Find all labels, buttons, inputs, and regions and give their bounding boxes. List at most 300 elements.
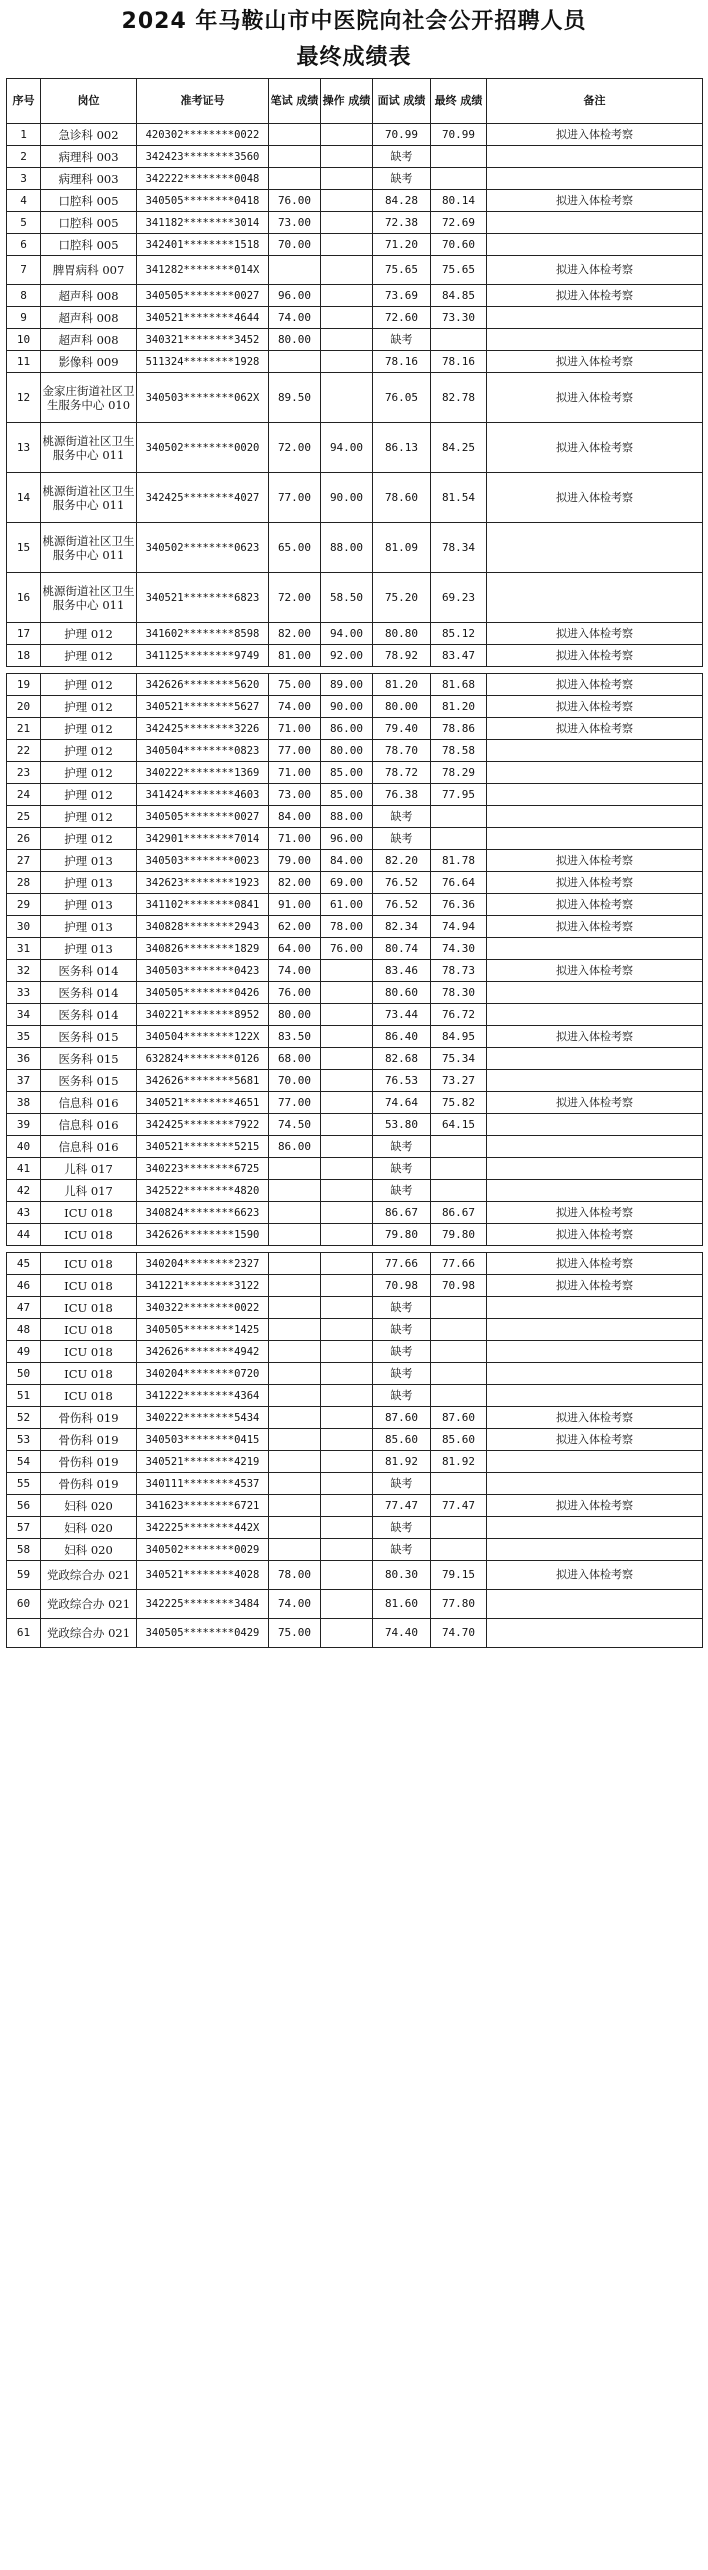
cell-interview-score: 缺考 xyxy=(373,1517,431,1539)
cell-interview-score: 缺考 xyxy=(373,806,431,828)
cell-note: 拟进入体检考察 xyxy=(487,850,703,872)
cell-no: 58 xyxy=(7,1539,41,1561)
cell-post: 护理 013 xyxy=(41,916,137,938)
cell-final-score xyxy=(431,1136,487,1158)
cell-operation-score: 69.00 xyxy=(321,872,373,894)
cell-written-score: 62.00 xyxy=(269,916,321,938)
cell-final-score: 84.85 xyxy=(431,285,487,307)
cell-operation-score xyxy=(321,1004,373,1026)
cell-note xyxy=(487,1451,703,1473)
cell-post: 护理 012 xyxy=(41,784,137,806)
table-row xyxy=(7,762,703,784)
page-break-gap xyxy=(7,1246,703,1253)
cell-note: 拟进入体检考察 xyxy=(487,1407,703,1429)
cell-interview-score: 80.30 xyxy=(373,1561,431,1590)
cell-operation-score xyxy=(321,373,373,423)
cell-written-score xyxy=(269,1297,321,1319)
cell-ticket-id: 420302********0022 xyxy=(137,124,269,146)
cell-ticket-id: 340503********0023 xyxy=(137,850,269,872)
cell-final-score: 77.95 xyxy=(431,784,487,806)
cell-operation-score xyxy=(321,1319,373,1341)
table-row xyxy=(7,696,703,718)
cell-ticket-id: 340222********5434 xyxy=(137,1407,269,1429)
cell-interview-score: 70.98 xyxy=(373,1275,431,1297)
cell-operation-score xyxy=(321,960,373,982)
cell-operation-score: 89.00 xyxy=(321,674,373,696)
cell-final-score: 70.60 xyxy=(431,234,487,256)
table-row xyxy=(7,1004,703,1026)
cell-final-score: 73.30 xyxy=(431,307,487,329)
cell-operation-score xyxy=(321,1385,373,1407)
cell-written-score: 89.50 xyxy=(269,373,321,423)
cell-operation-score xyxy=(321,256,373,285)
cell-no: 47 xyxy=(7,1297,41,1319)
cell-ticket-id: 340505********0027 xyxy=(137,806,269,828)
cell-final-score: 70.98 xyxy=(431,1275,487,1297)
table-row xyxy=(7,960,703,982)
cell-note: 拟进入体检考察 xyxy=(487,1253,703,1275)
cell-interview-score: 74.40 xyxy=(373,1619,431,1648)
cell-no: 55 xyxy=(7,1473,41,1495)
table-row xyxy=(7,938,703,960)
cell-written-score xyxy=(269,1363,321,1385)
cell-operation-score: 88.00 xyxy=(321,806,373,828)
cell-final-score: 70.99 xyxy=(431,124,487,146)
cell-note xyxy=(487,806,703,828)
cell-ticket-id: 340504********122X xyxy=(137,1026,269,1048)
table-row xyxy=(7,1319,703,1341)
cell-written-score xyxy=(269,1539,321,1561)
cell-post: 口腔科 005 xyxy=(41,234,137,256)
cell-interview-score: 缺考 xyxy=(373,1319,431,1341)
table-row xyxy=(7,1517,703,1539)
cell-note: 拟进入体检考察 xyxy=(487,351,703,373)
cell-interview-score: 75.65 xyxy=(373,256,431,285)
table-row xyxy=(7,168,703,190)
cell-interview-score: 缺考 xyxy=(373,168,431,190)
cell-written-score xyxy=(269,1385,321,1407)
cell-written-score xyxy=(269,124,321,146)
cell-note: 拟进入体检考察 xyxy=(487,674,703,696)
header-ticket-id: 准考证号 xyxy=(137,79,269,124)
cell-ticket-id: 342626********4942 xyxy=(137,1341,269,1363)
cell-operation-score xyxy=(321,1275,373,1297)
cell-final-score xyxy=(431,1385,487,1407)
cell-operation-score: 96.00 xyxy=(321,828,373,850)
table-row xyxy=(7,894,703,916)
cell-interview-score: 70.99 xyxy=(373,124,431,146)
cell-written-score: 78.00 xyxy=(269,1561,321,1590)
cell-interview-score: 缺考 xyxy=(373,1158,431,1180)
cell-final-score xyxy=(431,1158,487,1180)
cell-interview-score: 83.46 xyxy=(373,960,431,982)
cell-post: 骨伤科 019 xyxy=(41,1451,137,1473)
cell-operation-score xyxy=(321,1224,373,1246)
cell-final-score: 78.29 xyxy=(431,762,487,784)
cell-note xyxy=(487,1385,703,1407)
table-row xyxy=(7,1451,703,1473)
cell-final-score: 81.20 xyxy=(431,696,487,718)
cell-ticket-id: 341282********014X xyxy=(137,256,269,285)
cell-operation-score xyxy=(321,1158,373,1180)
cell-interview-score: 73.44 xyxy=(373,1004,431,1026)
cell-post: ICU 018 xyxy=(41,1385,137,1407)
cell-note: 拟进入体检考察 xyxy=(487,916,703,938)
cell-final-score: 84.25 xyxy=(431,423,487,473)
cell-final-score: 79.80 xyxy=(431,1224,487,1246)
cell-post: 护理 013 xyxy=(41,850,137,872)
cell-interview-score: 缺考 xyxy=(373,1539,431,1561)
cell-written-score xyxy=(269,1275,321,1297)
cell-interview-score: 缺考 xyxy=(373,1473,431,1495)
cell-post: 医务科 015 xyxy=(41,1070,137,1092)
cell-post: 党政综合办 021 xyxy=(41,1590,137,1619)
cell-note xyxy=(487,1619,703,1648)
cell-interview-score: 53.80 xyxy=(373,1114,431,1136)
cell-operation-score xyxy=(321,1136,373,1158)
cell-no: 48 xyxy=(7,1319,41,1341)
cell-note xyxy=(487,1004,703,1026)
cell-interview-score: 81.20 xyxy=(373,674,431,696)
header-post: 岗位 xyxy=(41,79,137,124)
cell-interview-score: 79.40 xyxy=(373,718,431,740)
cell-written-score: 72.00 xyxy=(269,423,321,473)
cell-operation-score xyxy=(321,1561,373,1590)
cell-note xyxy=(487,1590,703,1619)
cell-operation-score: 76.00 xyxy=(321,938,373,960)
cell-written-score: 83.50 xyxy=(269,1026,321,1048)
cell-note xyxy=(487,1048,703,1070)
cell-post: 护理 012 xyxy=(41,828,137,850)
cell-no: 52 xyxy=(7,1407,41,1429)
cell-note: 拟进入体检考察 xyxy=(487,623,703,645)
table-row xyxy=(7,1407,703,1429)
cell-no: 54 xyxy=(7,1451,41,1473)
cell-final-score: 77.66 xyxy=(431,1253,487,1275)
cell-note xyxy=(487,329,703,351)
cell-final-score: 86.67 xyxy=(431,1202,487,1224)
cell-no: 50 xyxy=(7,1363,41,1385)
cell-no: 11 xyxy=(7,351,41,373)
cell-interview-score: 80.00 xyxy=(373,696,431,718)
cell-final-score: 85.12 xyxy=(431,623,487,645)
score-table xyxy=(6,78,703,1648)
cell-operation-score xyxy=(321,1180,373,1202)
cell-post: ICU 018 xyxy=(41,1297,137,1319)
table-row xyxy=(7,645,703,667)
cell-interview-score: 缺考 xyxy=(373,1136,431,1158)
table-row xyxy=(7,1275,703,1297)
cell-interview-score: 81.09 xyxy=(373,523,431,573)
table-row xyxy=(7,146,703,168)
cell-operation-score: 84.00 xyxy=(321,850,373,872)
cell-final-score xyxy=(431,1341,487,1363)
cell-written-score: 73.00 xyxy=(269,212,321,234)
cell-no: 42 xyxy=(7,1180,41,1202)
table-row xyxy=(7,1180,703,1202)
cell-note: 拟进入体检考察 xyxy=(487,1275,703,1297)
table-row xyxy=(7,1092,703,1114)
page-break-gap xyxy=(7,667,703,674)
cell-operation-score xyxy=(321,1092,373,1114)
cell-post: ICU 018 xyxy=(41,1275,137,1297)
cell-post: 超声科 008 xyxy=(41,329,137,351)
cell-interview-score: 缺考 xyxy=(373,1297,431,1319)
cell-final-score: 81.92 xyxy=(431,1451,487,1473)
cell-no: 59 xyxy=(7,1561,41,1590)
cell-post: 护理 012 xyxy=(41,762,137,784)
cell-ticket-id: 340222********1369 xyxy=(137,762,269,784)
cell-final-score xyxy=(431,1363,487,1385)
cell-note xyxy=(487,212,703,234)
cell-note xyxy=(487,523,703,573)
cell-post: ICU 018 xyxy=(41,1224,137,1246)
cell-operation-score: 92.00 xyxy=(321,645,373,667)
cell-interview-score: 86.40 xyxy=(373,1026,431,1048)
cell-interview-score: 77.66 xyxy=(373,1253,431,1275)
cell-note: 拟进入体检考察 xyxy=(487,423,703,473)
table-row xyxy=(7,740,703,762)
cell-note xyxy=(487,828,703,850)
cell-operation-score: 94.00 xyxy=(321,623,373,645)
cell-no: 51 xyxy=(7,1385,41,1407)
cell-final-score xyxy=(431,1297,487,1319)
cell-interview-score: 缺考 xyxy=(373,1385,431,1407)
cell-written-score: 75.00 xyxy=(269,674,321,696)
cell-written-score: 74.00 xyxy=(269,696,321,718)
cell-ticket-id: 340322********0022 xyxy=(137,1297,269,1319)
cell-interview-score: 81.92 xyxy=(373,1451,431,1473)
cell-ticket-id: 340521********4651 xyxy=(137,1092,269,1114)
cell-post: 超声科 008 xyxy=(41,285,137,307)
cell-operation-score: 78.00 xyxy=(321,916,373,938)
cell-written-score: 77.00 xyxy=(269,1092,321,1114)
cell-post: 急诊科 002 xyxy=(41,124,137,146)
cell-post: 护理 012 xyxy=(41,645,137,667)
cell-operation-score: 86.00 xyxy=(321,718,373,740)
cell-ticket-id: 340503********0415 xyxy=(137,1429,269,1451)
cell-interview-score: 87.60 xyxy=(373,1407,431,1429)
cell-written-score xyxy=(269,1180,321,1202)
cell-interview-score: 82.68 xyxy=(373,1048,431,1070)
cell-operation-score: 85.00 xyxy=(321,784,373,806)
cell-note xyxy=(487,762,703,784)
cell-note: 拟进入体检考察 xyxy=(487,960,703,982)
cell-no: 35 xyxy=(7,1026,41,1048)
cell-post: 口腔科 005 xyxy=(41,212,137,234)
cell-operation-score xyxy=(321,1429,373,1451)
cell-interview-score: 76.52 xyxy=(373,894,431,916)
cell-post: 桃源街道社区卫生服务中心 011 xyxy=(41,523,137,573)
cell-post: 影像科 009 xyxy=(41,351,137,373)
cell-post: 护理 012 xyxy=(41,674,137,696)
cell-post: 骨伤科 019 xyxy=(41,1407,137,1429)
cell-final-score xyxy=(431,168,487,190)
table-row xyxy=(7,256,703,285)
cell-ticket-id: 340521********4028 xyxy=(137,1561,269,1590)
cell-post: 护理 012 xyxy=(41,806,137,828)
cell-no: 31 xyxy=(7,938,41,960)
cell-final-score xyxy=(431,828,487,850)
header-final-score: 最终 成绩 xyxy=(431,79,487,124)
cell-no: 36 xyxy=(7,1048,41,1070)
cell-interview-score: 86.67 xyxy=(373,1202,431,1224)
cell-post: 医务科 014 xyxy=(41,960,137,982)
cell-note xyxy=(487,784,703,806)
cell-operation-score xyxy=(321,1297,373,1319)
cell-no: 18 xyxy=(7,645,41,667)
cell-ticket-id: 342423********3560 xyxy=(137,146,269,168)
table-row xyxy=(7,1429,703,1451)
table-row xyxy=(7,674,703,696)
cell-written-score: 72.00 xyxy=(269,573,321,623)
table-row xyxy=(7,234,703,256)
cell-operation-score: 58.50 xyxy=(321,573,373,623)
cell-ticket-id: 342222********0048 xyxy=(137,168,269,190)
cell-written-score xyxy=(269,1473,321,1495)
cell-note: 拟进入体检考察 xyxy=(487,1495,703,1517)
cell-post: 妇科 020 xyxy=(41,1539,137,1561)
cell-post: 护理 012 xyxy=(41,740,137,762)
cell-final-score: 74.30 xyxy=(431,938,487,960)
cell-no: 56 xyxy=(7,1495,41,1517)
cell-final-score: 75.34 xyxy=(431,1048,487,1070)
cell-post: 骨伤科 019 xyxy=(41,1473,137,1495)
cell-no: 34 xyxy=(7,1004,41,1026)
cell-note xyxy=(487,1473,703,1495)
cell-no: 23 xyxy=(7,762,41,784)
cell-operation-score xyxy=(321,351,373,373)
cell-note xyxy=(487,1136,703,1158)
cell-no: 14 xyxy=(7,473,41,523)
cell-written-score xyxy=(269,1319,321,1341)
cell-written-score xyxy=(269,1495,321,1517)
cell-post: 医务科 015 xyxy=(41,1026,137,1048)
table-row xyxy=(7,872,703,894)
table-row xyxy=(7,1539,703,1561)
cell-interview-score: 85.60 xyxy=(373,1429,431,1451)
cell-operation-score xyxy=(321,1451,373,1473)
cell-final-score: 79.15 xyxy=(431,1561,487,1590)
cell-written-score: 74.00 xyxy=(269,1590,321,1619)
cell-interview-score: 73.69 xyxy=(373,285,431,307)
cell-post: 脾胃病科 007 xyxy=(41,256,137,285)
cell-ticket-id: 342225********3484 xyxy=(137,1590,269,1619)
cell-no: 44 xyxy=(7,1224,41,1246)
cell-ticket-id: 341182********3014 xyxy=(137,212,269,234)
cell-post: 护理 012 xyxy=(41,696,137,718)
table-row xyxy=(7,1253,703,1275)
cell-note xyxy=(487,234,703,256)
cell-operation-score xyxy=(321,982,373,1004)
cell-written-score xyxy=(269,1429,321,1451)
cell-ticket-id: 341221********3122 xyxy=(137,1275,269,1297)
cell-interview-score: 84.28 xyxy=(373,190,431,212)
table-row xyxy=(7,718,703,740)
cell-note: 拟进入体检考察 xyxy=(487,1224,703,1246)
cell-note: 拟进入体检考察 xyxy=(487,1092,703,1114)
cell-note: 拟进入体检考察 xyxy=(487,1026,703,1048)
cell-note: 拟进入体检考察 xyxy=(487,190,703,212)
cell-note: 拟进入体检考察 xyxy=(487,124,703,146)
cell-final-score: 69.23 xyxy=(431,573,487,623)
table-row xyxy=(7,329,703,351)
cell-post: ICU 018 xyxy=(41,1253,137,1275)
cell-final-score: 64.15 xyxy=(431,1114,487,1136)
cell-written-score xyxy=(269,1517,321,1539)
cell-no: 32 xyxy=(7,960,41,982)
cell-ticket-id: 342623********1923 xyxy=(137,872,269,894)
cell-note xyxy=(487,1070,703,1092)
cell-written-score: 76.00 xyxy=(269,190,321,212)
cell-final-score xyxy=(431,806,487,828)
table-row xyxy=(7,784,703,806)
cell-post: 妇科 020 xyxy=(41,1495,137,1517)
cell-final-score xyxy=(431,329,487,351)
cell-no: 40 xyxy=(7,1136,41,1158)
cell-written-score xyxy=(269,1253,321,1275)
cell-no: 30 xyxy=(7,916,41,938)
cell-final-score: 77.80 xyxy=(431,1590,487,1619)
cell-ticket-id: 342401********1518 xyxy=(137,234,269,256)
header-no: 序号 xyxy=(7,79,41,124)
cell-ticket-id: 340223********6725 xyxy=(137,1158,269,1180)
cell-final-score: 78.73 xyxy=(431,960,487,982)
cell-post: 党政综合办 021 xyxy=(41,1561,137,1590)
table-row xyxy=(7,1590,703,1619)
cell-ticket-id: 340505********0027 xyxy=(137,285,269,307)
cell-post: 信息科 016 xyxy=(41,1092,137,1114)
cell-no: 33 xyxy=(7,982,41,1004)
cell-final-score xyxy=(431,1517,487,1539)
cell-no: 49 xyxy=(7,1341,41,1363)
cell-note: 拟进入体检考察 xyxy=(487,1429,703,1451)
cell-note xyxy=(487,740,703,762)
cell-note: 拟进入体检考察 xyxy=(487,894,703,916)
cell-written-score xyxy=(269,1202,321,1224)
cell-ticket-id: 340503********0423 xyxy=(137,960,269,982)
cell-ticket-id: 342425********4027 xyxy=(137,473,269,523)
cell-ticket-id: 340111********4537 xyxy=(137,1473,269,1495)
cell-note: 拟进入体检考察 xyxy=(487,872,703,894)
table-row xyxy=(7,1619,703,1648)
cell-final-score: 80.14 xyxy=(431,190,487,212)
table-row xyxy=(7,1136,703,1158)
cell-final-score: 78.16 xyxy=(431,351,487,373)
table-row xyxy=(7,916,703,938)
cell-written-score: 80.00 xyxy=(269,329,321,351)
cell-written-score: 86.00 xyxy=(269,1136,321,1158)
cell-final-score: 78.58 xyxy=(431,740,487,762)
cell-interview-score: 75.20 xyxy=(373,573,431,623)
cell-final-score: 76.36 xyxy=(431,894,487,916)
cell-operation-score xyxy=(321,329,373,351)
cell-no: 17 xyxy=(7,623,41,645)
cell-operation-score xyxy=(321,1048,373,1070)
cell-ticket-id: 341222********4364 xyxy=(137,1385,269,1407)
cell-final-score: 78.86 xyxy=(431,718,487,740)
cell-note xyxy=(487,168,703,190)
cell-operation-score xyxy=(321,1517,373,1539)
cell-operation-score xyxy=(321,307,373,329)
cell-operation-score xyxy=(321,1473,373,1495)
cell-note xyxy=(487,1363,703,1385)
cell-written-score: 73.00 xyxy=(269,784,321,806)
cell-post: 病理科 003 xyxy=(41,146,137,168)
cell-no: 12 xyxy=(7,373,41,423)
cell-post: 护理 013 xyxy=(41,894,137,916)
cell-no: 1 xyxy=(7,124,41,146)
